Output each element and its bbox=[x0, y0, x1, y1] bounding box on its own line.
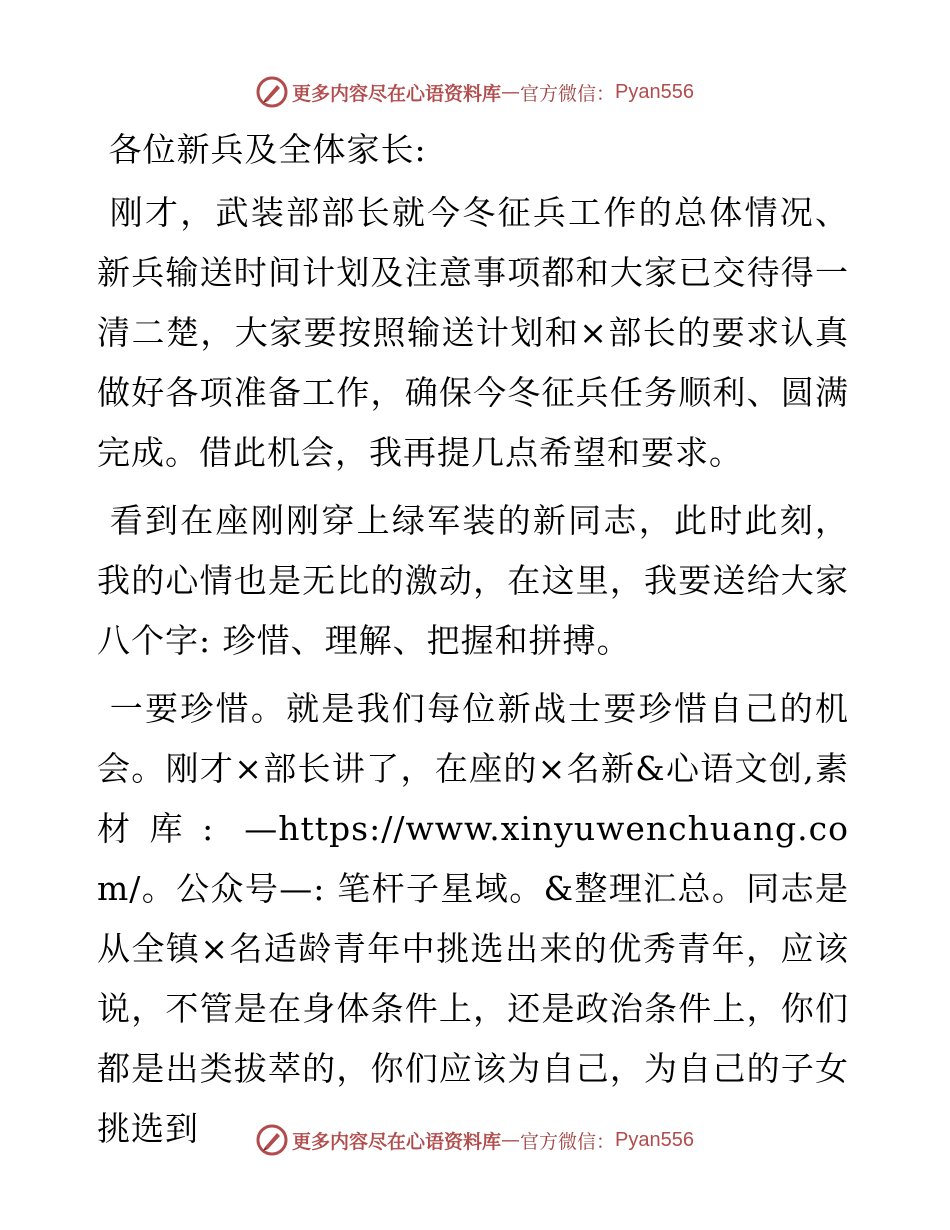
paragraph-eight-words: 看到在座刚刚穿上绿军装的新同志，此时此刻，我的心情也是无比的激动，在这里，我要送给大家八个字: 珍惜、理解、把握和拼搏。 bbox=[97, 501, 850, 660]
banner-text: 更多内容尽在心语资料库 bbox=[292, 82, 502, 105]
banner-official-label: 官方微信： bbox=[520, 1130, 616, 1153]
pen-logo-icon bbox=[256, 1124, 288, 1156]
banner-wechat-id: Pyan556 bbox=[615, 80, 694, 103]
header-banner bbox=[0, 72, 950, 112]
document-body bbox=[97, 120, 849, 1159]
pen-logo-icon bbox=[256, 76, 288, 108]
paragraph-intro: 刚才，武装部部长就今冬征兵工作的总体情况、新兵输送时间计划及注意事项都和大家已交待得一清二楚，大家要按照输送计划和×部长的要求认真做好各项准备工作，确保今冬征兵任务顺利、圆满完成。借此机会，我再提几点希望和要求。 bbox=[97, 193, 850, 472]
banner-official-label: 官方微信： bbox=[520, 82, 616, 105]
paragraph-cherish: 一要珍惜。就是我们每位新战士要珍惜自己的机会。刚才×部长讲了，在座的×名新&心语文创,素材库: —https://www.xinyuwenchuang.com/。公众号—: 笔杆子星域。&整理汇总。同志是从全镇×名适龄青年中挑选出来的优秀青年，应该说，不管是在身体条件上，还是政治条件上，你们都是出类拔萃的，你们应该为自己，为自己的子女挑选到 bbox=[97, 689, 850, 1148]
banner-text: 更多内容尽在心语资料库 bbox=[292, 1130, 502, 1153]
salutation: 各位新兵及全体家长: bbox=[97, 130, 427, 169]
banner-separator: — bbox=[501, 1129, 521, 1151]
banner-wechat-id: Pyan556 bbox=[615, 1128, 694, 1151]
banner-separator: — bbox=[501, 81, 521, 103]
footer-banner bbox=[0, 1120, 950, 1160]
